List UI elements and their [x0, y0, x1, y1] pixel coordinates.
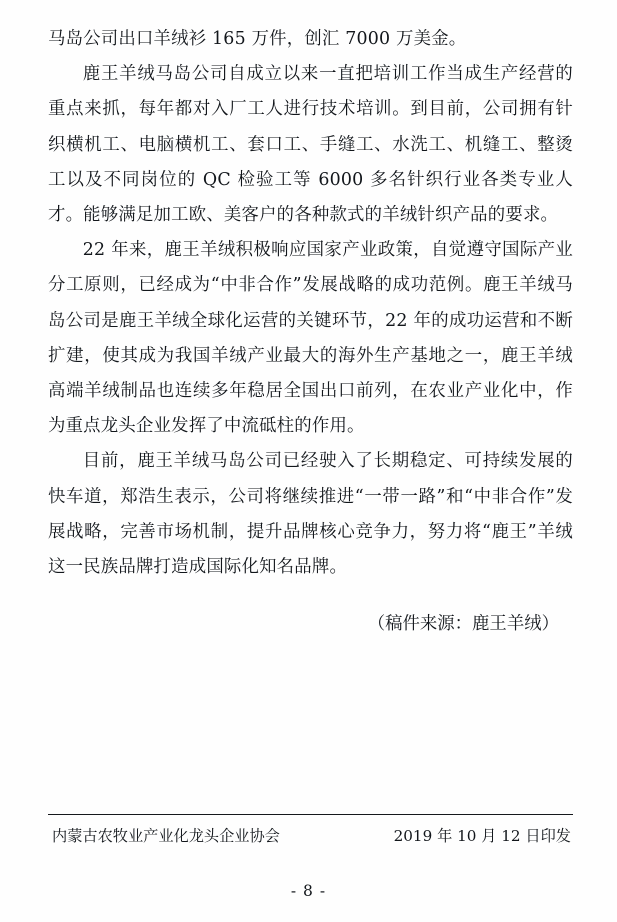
footer-divider — [48, 814, 573, 815]
footer-issue-date: 2019 年 10 月 12 日印发 — [393, 827, 571, 845]
paragraph-3: 22 年来，鹿王羊绒积极响应国家产业政策，自觉遵守国际产业分工原则，已经成为“中非合作”发展战略的成功范例。鹿王羊绒马岛公司是鹿王羊绒全球化运营的关键环节，22 年的成功运营和不断扩建，使其成为我国羊绒产业最大的海外生产基地之一，鹿王羊绒高端羊绒制品也连续多年稳居全国出口前列，在农业产业化中，作为重点龙头企业发挥了中流砥柱的作用。 — [48, 240, 573, 437]
paragraph-2: 鹿王羊绒马岛公司自成立以来一直把培训工作当成生产经营的重点来抓，每年都对入厂工人进行技术培训。到目前，公司拥有针织横机工、电脑横机工、套口工、手缝工、水洗工、机缝工、整烫工以及不同岗位的 QC 检验工等 6000 多名针织行业各类专业人才。能够满足加工欧、美客户的各种款式的羊绒针织产品的要求。 — [48, 64, 573, 226]
document-body — [48, 22, 573, 585]
source-note: （稿件来源：鹿王羊绒） — [367, 614, 559, 635]
footer-organization: 内蒙古农牧业产业化龙头企业协会 — [52, 827, 280, 845]
page-footer — [52, 824, 571, 848]
paragraph-1: 马岛公司出口羊绒衫 165 万件，创汇 7000 万美金。 — [48, 29, 467, 49]
paragraph-4: 目前，鹿王羊绒马岛公司已经驶入了长期稳定、可持续发展的快车道，郑浩生表示，公司将继续推进“一带一路”和“中非合作”发展战略，完善市场机制，提升品牌核心竞争力，努力将“鹿王”羊绒这一民族品牌打造成国际化知名品牌。 — [48, 451, 573, 578]
page-number: - 8 - — [290, 882, 327, 900]
